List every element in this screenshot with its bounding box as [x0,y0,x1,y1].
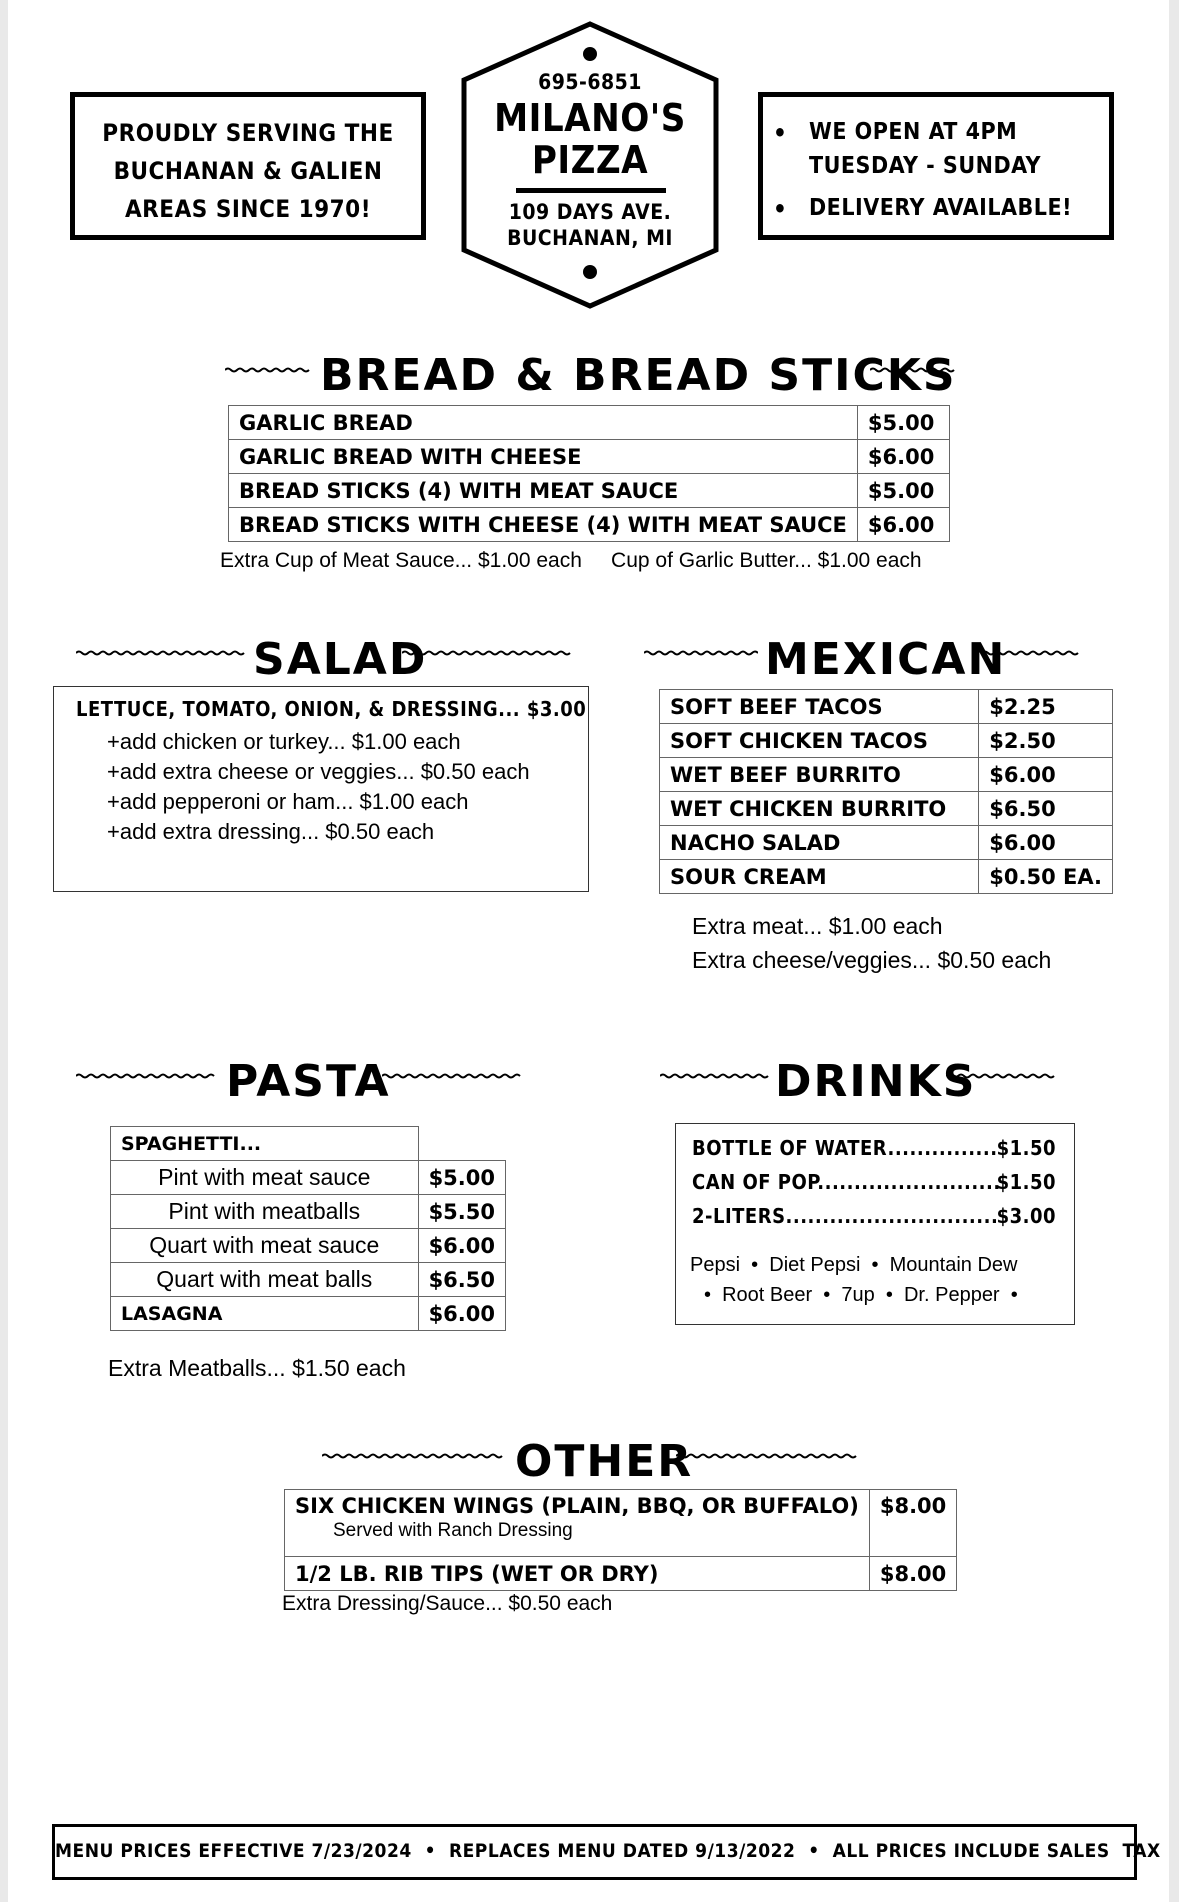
item-name: Pint with meat sauce [111,1161,419,1195]
table-row [660,826,1113,860]
item-price: $6.50 [418,1263,505,1297]
address-line-2: BUCHANAN, MI [507,226,673,250]
soda-flavors-line-1: Pepsi • Diet Pepsi • Mountain Dew [690,1254,1018,1276]
tagline-line-1: PROUDLY SERVING THE [102,119,394,147]
logo-badge [458,20,722,310]
hours-line-1: WE OPEN AT 4PM [809,119,1018,145]
bottom-dot [583,265,597,279]
item-name: GARLIC BREAD [229,406,858,440]
item-name: BREAD STICKS (4) WITH MEAT SAUCE [229,474,858,508]
item-price: $5.00 [857,406,949,440]
item-price: $6.00 [857,508,949,542]
squiggle-divider [676,1453,858,1459]
item-name: SOUR CREAM [660,860,979,894]
logo-divider [516,188,666,193]
item-name: Pint with meatballs [111,1195,419,1229]
squiggle-divider [76,650,246,656]
other-extra-note: Extra Dressing/Sauce... $0.50 each [282,1592,613,1615]
restaurant-name-line-1: MILANO'S [494,96,686,140]
hours-line-2: TUESDAY - SUNDAY [809,153,1041,179]
tagline-box [70,92,426,240]
item-name: SIX CHICKEN WINGS (PLAIN, BBQ, OR BUFFALO) [295,1494,859,1518]
squiggle-divider [946,1073,1058,1079]
drinks-heading: DRINKS [775,1056,977,1107]
table-row [285,1557,957,1591]
bullet-dot: • [773,119,788,147]
item-price: $2.25 [979,690,1113,724]
item-price: $6.00 [979,758,1113,792]
item-name: WET BEEF BURRITO [660,758,979,792]
bullet-dot: • [773,195,788,223]
table-row [229,474,950,508]
item-price: $5.00 [418,1161,505,1195]
salad-addon: +add extra dressing... $0.50 each [107,819,435,844]
footer-box [52,1824,1161,1880]
left-gutter [0,0,8,1902]
restaurant-name-line-2: PIZZA [531,138,649,182]
squiggle-divider [322,1453,504,1459]
drinks-box [675,1123,1075,1325]
other-item [285,1490,870,1557]
item-price: $5.00 [857,474,949,508]
item-price: $6.00 [857,440,949,474]
salad-box [53,686,589,892]
hours-box [758,92,1114,240]
item-price: $8.00 [869,1557,956,1591]
squiggle-divider [982,650,1082,656]
item-subtext: Served with Ranch Dressing [333,1520,573,1541]
drink-price: $3.00 [996,1204,1056,1228]
top-dot [583,47,597,61]
bread-table [228,405,950,542]
squiggle-divider [382,1073,522,1079]
item-name: NACHO SALAD [660,826,979,860]
pasta-heading: PASTA [226,1056,391,1107]
salad-addon: +add pepperoni or ham... $1.00 each [107,789,469,814]
item-price: $6.50 [979,792,1113,826]
table-row [229,406,950,440]
other-table [284,1489,957,1591]
table-row [111,1195,506,1229]
item-price: $6.00 [418,1297,505,1331]
tagline-line-3: AREAS SINCE 1970! [124,195,372,223]
item-name: SOFT BEEF TACOS [660,690,979,724]
item-price: $6.00 [979,826,1113,860]
item-name: BREAD STICKS WITH CHEESE (4) WITH MEAT SAUCE [229,508,858,542]
table-row [660,792,1113,826]
tagline-line-2: BUCHANAN & GALIEN [113,157,383,185]
item-name: LASAGNA [111,1297,419,1331]
drink-name: 2-LITERS............................. [692,1204,999,1228]
mexican-heading: MEXICAN [765,634,1007,685]
drink-price: $1.50 [996,1170,1056,1194]
table-row [660,690,1113,724]
bread-heading: BREAD & BREAD STICKS [320,350,957,401]
item-name: WET CHICKEN BURRITO [660,792,979,826]
pasta-table [110,1126,506,1331]
squiggle-divider [402,650,572,656]
mexican-table [659,689,1113,894]
salad-heading: SALAD [253,634,428,685]
pasta-group-label: SPAGHETTI... [111,1127,419,1161]
table-row [111,1297,506,1331]
footer-text: MENU PRICES EFFECTIVE 7/23/2024 • REPLACES MENU DATED 9/13/2022 • ALL PRICES INCLUDE SALES TAX [55,1840,1161,1862]
other-heading: OTHER [515,1436,694,1487]
table-row [111,1127,506,1161]
item-price: $0.50 EA. [979,860,1113,894]
soda-flavors-line-2: • Root Beer • 7up • Dr. Pepper • [704,1284,1018,1306]
bread-extras-note: Extra Cup of Meat Sauce... $1.00 each Cup of Garlic Butter... $1.00 each [220,549,922,572]
right-gutter [1169,0,1179,1902]
table-row [111,1229,506,1263]
item-name: 1/2 LB. RIB TIPS (WET OR DRY) [285,1557,870,1591]
squiggle-divider [870,367,956,373]
table-row [111,1161,506,1195]
item-price: $8.00 [869,1490,956,1557]
salad-main-item: LETTUCE, TOMATO, ONION, & DRESSING... $3.00 [76,697,587,721]
drink-name: CAN OF POP......................... [692,1170,1001,1194]
item-price: $6.00 [418,1229,505,1263]
item-name: GARLIC BREAD WITH CHEESE [229,440,858,474]
drink-name: BOTTLE OF WATER............... [692,1136,998,1160]
drink-price: $1.50 [996,1136,1056,1160]
item-price: $2.50 [979,724,1113,758]
table-row [229,440,950,474]
salad-addon: +add extra cheese or veggies... $0.50 each [107,759,530,784]
item-name: Quart with meat sauce [111,1229,419,1263]
item-price: $5.50 [418,1195,505,1229]
phone-number: 695-6851 [538,70,642,94]
squiggle-divider [225,367,311,373]
address-line-1: 109 DAYS AVE. [508,200,672,224]
table-row [660,724,1113,758]
delivery-line: DELIVERY AVAILABLE! [809,195,1073,221]
mexican-extra-note: Extra meat... $1.00 each [692,913,943,939]
mexican-extra-note: Extra cheese/veggies... $0.50 each [692,947,1052,973]
squiggle-divider [660,1073,772,1079]
item-name: Quart with meat balls [111,1263,419,1297]
pasta-extra-note: Extra Meatballs... $1.50 each [108,1355,406,1381]
squiggle-divider [644,650,758,656]
squiggle-divider [76,1073,216,1079]
salad-addon: +add chicken or turkey... $1.00 each [107,729,461,754]
table-row [660,758,1113,792]
table-row [660,860,1113,894]
table-row [229,508,950,542]
table-row [285,1490,957,1557]
item-name: SOFT CHICKEN TACOS [660,724,979,758]
table-row [111,1263,506,1297]
